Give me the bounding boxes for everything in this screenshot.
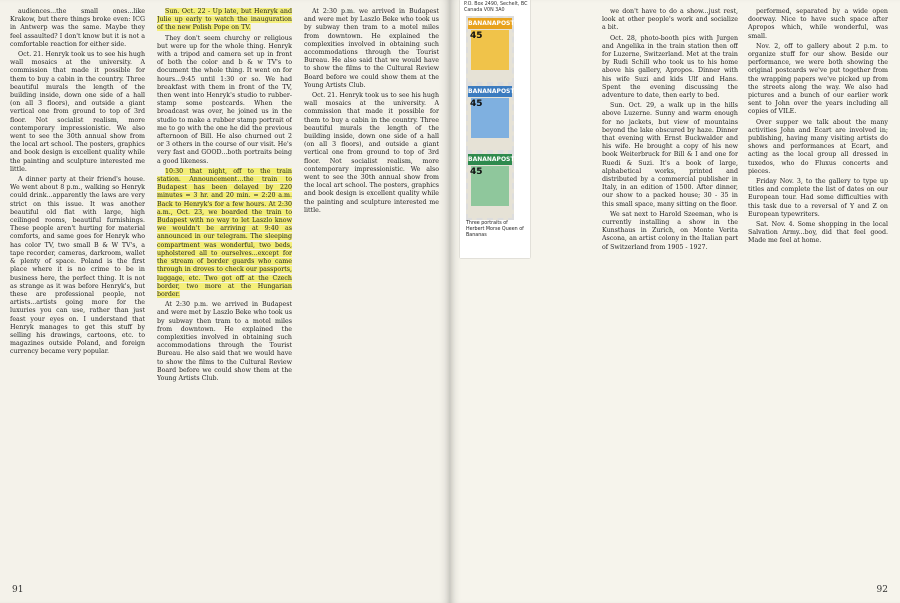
paragraph: At 2:30 p.m. we arrived in Budapest and were met by Laszlo Beke who took us by subway then tram to a motel miles from downtown. He explained the complexities involved in obtaining such accommodations through the Tourist Bureau. He also said that we would have to show the films to the Cultural Review Board before we could show them at the Young Artists Club.: [157, 301, 292, 382]
address-label: P.O. Box 2490, Sechelt, BC Canada V0N 3A0: [464, 2, 528, 13]
right-column-1: [602, 8, 738, 254]
paragraph: audiences...the small ones...like Krakow, but there things broke even: ICG in Antwerp was the same. Maybe they feel assaulted? I don't know but it is not a comfortable reaction for either side.: [10, 8, 145, 48]
right-page: [450, 0, 900, 603]
stamp-country: BANANAPOST: [468, 156, 515, 163]
paragraph: Friday Nov. 3, to the gallery to type up titles and complete the list of dates on our European tour. Had some difficulties with this task due to a reversal of Y and Z on European typewriters.: [748, 178, 888, 218]
paragraph: Over supper we talk about the many activities John and Ecart are involved in; publishing, having many visiting artists do shows and performances at Ecart, and acting as the local group all dressed in tuxedos, who do Fluxus concerts and pieces.: [748, 118, 888, 175]
page-number: 92: [876, 585, 888, 595]
paragraph: Oct. 21. Henryk took us to see his hugh wall mosaics at the university. A commission that made it possible for them to buy a cabin in the country. Three beautiful murals the length of the building inside, down one side of a hall (on all 3 floors), and outside a giant vertical one from ground to top of 3rd floor. Not socialist realism, more contemporary impressionistic. We also went to see the 30th annual show from the local art school. The posters, graphics and book design is excellent quality while the painting and sculpture interested me little.: [10, 51, 145, 173]
stamp-country: BANANAPOST: [468, 88, 515, 95]
paragraph: Sun. Oct. 29, a walk up in the hills above Luzerne. Sunny and warm enough for no jackets, but view of mountains beyond the lake obscured by haze. Dinner that evening with Ernst Buckwalder and his wife. He brought a copy of his new book Weiterbruck for Bill & I and one for Ruedi & Suzi. It's a book of large, alphabetical works, printed and distributed by a commercial publisher in Italy, in an edition of 1500. After dinner, our show to a packed house; 30 - 35 in this small space, many sitting on the floor.: [602, 102, 738, 208]
page-number: 91: [12, 585, 24, 595]
highlight: 10:30 that night, off to the train station. Announcement...the train to Budapest has been delayed by 220 minutes = 3 hr. and 20 min. = 2:20 a.m. Back to Henryk's for a few hours. At 2:30 a.m., Oct. 23, we boarded the train to Budapest with no way to let Laszlo know we wouldn't be arriving at 9:40 as announced in our telegram. The sleeping compartment was wonderful, two beds, upholstered all to ourselves...except for the stream of border guards who came through in droves to check our passports, luggage, etc. Two got off at the Czech border, two more at the Hungarian border.: [157, 167, 292, 298]
paragraph: Oct. 21. Henryk took us to see his hugh wall mosaics at the university. A commission that made it possible for them to buy a cabin in the country. Three beautiful murals the length of the building inside, down one side of a hall (on all 3 floors), and outside a giant vertical one from ground to top of 3rd floor. Not socialist realism, more contemporary impressionistic. We also went to see the 30th annual show from the local art school. The posters, graphics and book design is excellent quality while the painting and sculpture interested me little.: [304, 92, 439, 214]
paragraph-highlighted: [157, 8, 292, 33]
stamp-value: 45: [470, 99, 483, 109]
paragraph: Nov. 2, off to gallery about 2 p.m. to organize stuff for our show. Beside our performance, we were both showing the original postcards we've put together from the wrapping papers we've picked up from the streets along the way. We also had pictures and a bunch of our earlier work sent to John over the years including all copies of VILE.: [748, 42, 888, 116]
paragraph: performed, separated by a wide open doorway. Nice to have such space after Apropos which, while wonderful, was small.: [748, 8, 888, 40]
stamp-sheet: [460, 0, 530, 258]
paragraph: A dinner party at their friend's house. We went about 8 p.m., walking so Henryk could drink...apparently the laws are very strict on this issue. It was another beautiful old flat with large, high ceilinged rooms, beautiful furnishings. These people aren't hurting for material comforts, and same goes for Henryk who has color TV, two small B & W TV's, a tape recorder, cameras, darkroom, wallet & plenty of space. Poland is the first place where it is no crime to be in business here, the perfect thing. It is not as strange as it was before Henryk's, but these are professional people, not artists...artists going more for the luxuries you can use, rather than just feast your eyes on. I understand that Henryk manages to get this stuff by selling his drawings, cartoons, etc. to magazines outside Poland, and foreign currency became very popular.: [10, 176, 145, 356]
paragraph: They don't seem churchy or religious but were up for the whole thing. Henryk with a tripod and camera set up in front of both the color and b & w TV's to document the whole thing. It went on for hours...9:45 until 1:30 or so. We had breakfast with them in front of the TV, then went into Henryk's studio to rubber-stamp some postcards. When the broadcast was over, he joined us in the studio to make a rubber stamp portrait of me to go with the one he did the previous afternoon of Bill. He also churned out 2 or 3 others in the course of our visit. He's very fast and GOOD...both portraits being a good likeness.: [157, 34, 292, 165]
left-column-2: [157, 8, 292, 385]
right-column-2: [748, 8, 888, 248]
stamp-caption: Three portraits of Herbert Morse Queen of Bananas: [466, 221, 524, 238]
left-column-1: [10, 8, 145, 359]
paragraph: We sat next to Harold Szeeman, who is currently installing a show in the Kunsthaus in Zurich, on Monte Verita Ascona, an artist colony in the Italian part of Switzerland from 1905 - 1927.: [602, 210, 738, 251]
paragraph: Oct. 28, photo-booth pics with Jurgen and Angelika in the train station then off for Luzerne, Switzerland. Met at the train by Rudi Schill who took us to his home above his gallery, Apropos. Dinner with his wife Suzi and kids Ulf and Hans. Spent the evening discussing the adventure to date, then early to bed.: [602, 34, 738, 100]
stamp-country: BANANAPOST: [468, 20, 515, 27]
left-column-3: [304, 8, 439, 217]
stamp: [466, 84, 514, 152]
stamp-value: 45: [470, 167, 483, 177]
paragraph: [157, 168, 292, 299]
highlight: Sun. Oct. 22 - Up late, but Henryk and Julie up early to watch the inauguration of the new Polish Pope on TV.: [157, 8, 292, 32]
paragraph: Sat. Nov. 4. Some shopping in the local Salvation Army...boy, did that feel good. Made me feel at home.: [748, 221, 888, 245]
paragraph: we don't have to do a show...just rest, look at other people's work and socialize a bit.: [602, 8, 738, 32]
paragraph: At 2:30 p.m. we arrived in Budapest and were met by Laszlo Beke who took us by subway then tram to a motel miles from downtown. He explained the complexities involved in obtaining such accommodations through the Tourist Bureau. He also said that we would have to show the films to the Cultural Review Board before we could show them at the Young Artists Club.: [304, 8, 439, 89]
stamp: [466, 16, 514, 84]
stamp-value: 45: [470, 31, 483, 41]
stamp: [466, 152, 514, 220]
